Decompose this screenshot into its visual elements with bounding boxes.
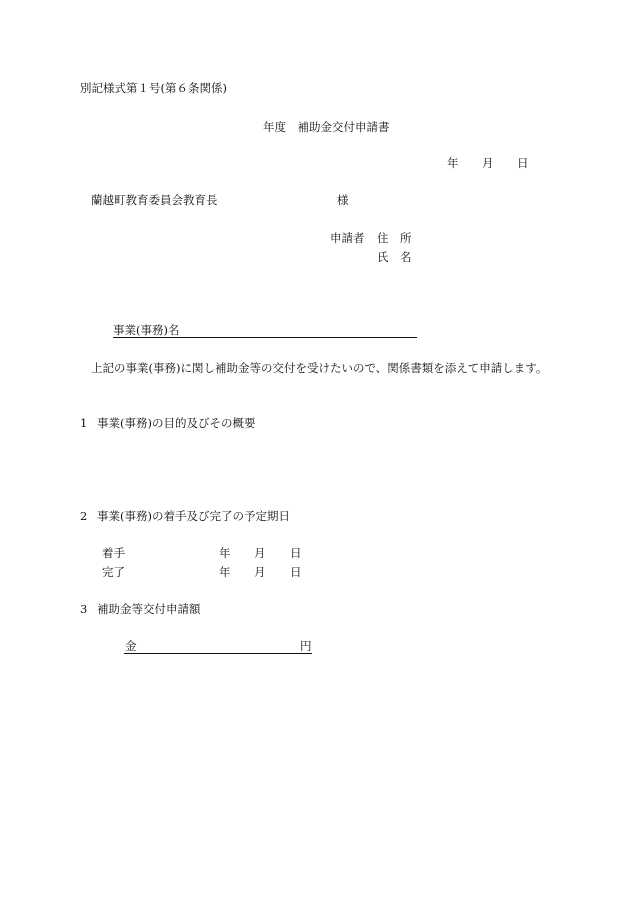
- date-month: 月: [482, 156, 494, 170]
- amount-suffix: 円: [300, 639, 312, 653]
- project-name-underline: [113, 337, 417, 338]
- start-month: 月: [254, 546, 266, 560]
- form-number: 別記様式第１号(第６条関係): [80, 81, 227, 95]
- project-name-label: 事業(事務)名: [113, 323, 180, 337]
- section-1-number: 1: [80, 416, 88, 430]
- start-day: 日: [290, 546, 302, 560]
- start-label: 着手: [102, 546, 125, 560]
- body-text: 上記の事業(事務)に関し補助金等の交付を受けたいので、関係書類を添えて申請します。: [91, 361, 548, 375]
- end-label: 完了: [102, 565, 125, 579]
- section-2-title: 事業(事務)の着手及び完了の予定期日: [97, 509, 290, 523]
- end-month: 月: [254, 565, 266, 579]
- section-1-title: 事業(事務)の目的及びその概要: [97, 416, 256, 430]
- applicant-label: 申請者: [330, 231, 365, 245]
- end-year: 年: [219, 565, 231, 579]
- applicant-address-label: 住 所: [377, 231, 412, 245]
- date-year: 年: [447, 156, 459, 170]
- start-year: 年: [219, 546, 231, 560]
- addressee-honorific: 様: [337, 193, 349, 207]
- applicant-name-label: 氏 名: [377, 250, 412, 264]
- amount-underline: [124, 653, 312, 654]
- addressee-name: 蘭越町教育委員会教育長: [91, 193, 218, 207]
- section-3-number: 3: [80, 602, 88, 616]
- date-day: 日: [517, 156, 529, 170]
- end-day: 日: [290, 565, 302, 579]
- document-title: 年度 補助金交付申請書: [263, 120, 390, 134]
- section-2-number: 2: [80, 509, 88, 523]
- amount-prefix: 金: [125, 639, 137, 653]
- section-3-title: 補助金等交付申請額: [97, 602, 201, 616]
